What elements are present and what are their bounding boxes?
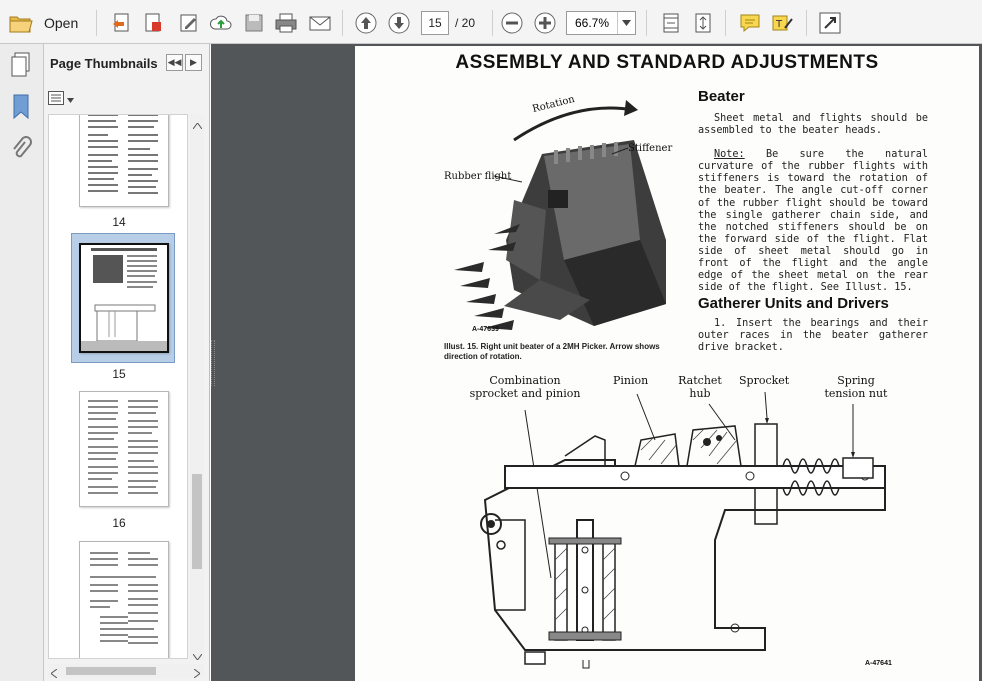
thumbnail-list	[48, 114, 188, 659]
navigation-pane-strip	[0, 44, 44, 681]
label-combination	[469, 374, 581, 400]
save-icon[interactable]	[241, 10, 267, 36]
bookmarks-icon[interactable]	[11, 94, 31, 123]
label-rotation: Rotation	[531, 93, 576, 116]
next-page-icon[interactable]	[386, 10, 412, 36]
highlight-text-icon[interactable]	[770, 10, 796, 36]
section-heading-gatherer: Gatherer Units and Drivers	[698, 295, 889, 312]
note-text: Be sure the natural curvature of the rubber flights with stiffeners is toward the rotation of the beater. The angle cut-off corner of the rubber flight should be toward the single gatherer chain side, and the notched stiffeners should be on the forward side of the flight. Flat side of sheet metal should go in front of the flight and the angle edge of the sheet metal on the rear side of the flight. See Illust. 15.	[698, 149, 928, 294]
page-total-label: / 20	[455, 16, 476, 30]
chevron-right-icon[interactable]	[194, 667, 200, 681]
label-sprocket: Sprocket	[739, 374, 790, 387]
chevron-down-icon[interactable]	[193, 649, 202, 663]
diagram-reference-number: A-47641	[865, 660, 892, 667]
thumbnail-page-15[interactable]	[79, 243, 169, 353]
zoom-in-icon[interactable]	[532, 10, 558, 36]
page-thumbnails-toggle-icon[interactable]	[9, 52, 33, 81]
horizontal-scroll-thumb[interactable]	[66, 667, 156, 675]
open-folder-icon[interactable]	[8, 10, 34, 36]
figure-caption: Illust. 15. Right unit beater of a 2MH Picker. Arrow shows direction of rotation.	[444, 342, 660, 361]
thumbnail-horizontal-scrollbar[interactable]	[48, 664, 204, 678]
label-ratchet-hub	[675, 374, 725, 400]
zoom-out-icon[interactable]	[499, 10, 525, 36]
svg-text:T: T	[776, 19, 783, 30]
zoom-value-input[interactable]	[567, 12, 617, 34]
options-list-icon[interactable]	[48, 91, 64, 108]
label-combination-line-2: sprocket and pinion	[469, 387, 581, 400]
fit-width-icon[interactable]	[658, 10, 684, 36]
expand-panel-icon[interactable]: ▶	[185, 54, 202, 71]
beater-note	[698, 149, 928, 294]
thumbnail-options-menu[interactable]	[48, 90, 74, 108]
print-icon[interactable]	[273, 10, 299, 36]
collapse-panel-icon[interactable]: ◀◀	[166, 54, 183, 71]
thumbnail-page-14[interactable]	[79, 114, 169, 207]
label-rubber-flight: Rubber flight	[444, 171, 512, 182]
upload-cloud-icon[interactable]	[208, 10, 234, 36]
edit-pdf-icon[interactable]	[140, 10, 166, 36]
open-button[interactable]: Open	[44, 15, 79, 31]
chevron-left-icon[interactable]	[51, 667, 57, 681]
page-number-input[interactable]: 15	[421, 11, 449, 35]
full-screen-icon[interactable]	[817, 10, 843, 36]
gatherer-paragraph: 1. Insert the bearings and their outer races in the beater gatherer drive bracket.	[698, 318, 928, 354]
beater-paragraph: Sheet metal and flights should be assembled to the beater heads.	[698, 113, 928, 137]
beater-text	[698, 113, 928, 306]
label-pinion: Pinion	[613, 374, 649, 387]
label-stiffener: Stiffener	[628, 143, 673, 154]
main-toolbar	[0, 0, 982, 44]
photo-reference-number: A-47639	[472, 326, 499, 333]
page-thumbnails-panel	[44, 44, 210, 681]
thumbnail-label-15: 15	[112, 367, 126, 381]
page-heading: ASSEMBLY AND STANDARD ADJUSTMENTS	[455, 52, 879, 73]
label-combination-line-1: Combination	[489, 374, 561, 387]
label-ratchet-line-1: Ratchet	[678, 374, 722, 387]
note-label: Note:	[714, 149, 745, 161]
document-viewer[interactable]	[211, 44, 982, 681]
thumbnail-vertical-scrollbar[interactable]	[190, 114, 204, 659]
gatherer-drive-diagram	[465, 370, 915, 678]
previous-page-icon[interactable]	[353, 10, 379, 36]
thumbnail-page-17[interactable]	[79, 541, 169, 659]
chevron-down-icon[interactable]	[617, 12, 635, 34]
panel-resize-handle[interactable]	[211, 340, 215, 386]
gatherer-text	[698, 318, 928, 366]
section-heading-beater: Beater	[698, 88, 745, 105]
thumbnail-label-14: 14	[112, 215, 126, 229]
chevron-up-icon[interactable]	[193, 118, 202, 132]
chevron-down-icon[interactable]	[67, 92, 74, 106]
vertical-scroll-thumb[interactable]	[192, 474, 202, 569]
panel-title: Page Thumbnails	[50, 56, 158, 71]
fit-page-icon[interactable]	[690, 10, 716, 36]
attachments-paperclip-icon[interactable]	[10, 136, 32, 165]
label-spring-tension-nut	[821, 374, 891, 400]
comment-icon[interactable]	[737, 10, 763, 36]
pdf-page	[355, 46, 979, 681]
zoom-select[interactable]	[566, 11, 636, 35]
label-spring-line-2: tension nut	[824, 387, 888, 400]
sign-icon[interactable]	[176, 10, 202, 36]
thumbnail-page-16[interactable]	[79, 391, 169, 507]
thumbnail-label-16: 16	[112, 516, 126, 530]
label-spring-line-1: Spring	[837, 374, 875, 387]
email-icon[interactable]	[307, 10, 333, 36]
create-pdf-icon[interactable]	[109, 10, 135, 36]
beater-photo	[444, 90, 676, 340]
label-ratchet-line-2: hub	[689, 387, 711, 400]
